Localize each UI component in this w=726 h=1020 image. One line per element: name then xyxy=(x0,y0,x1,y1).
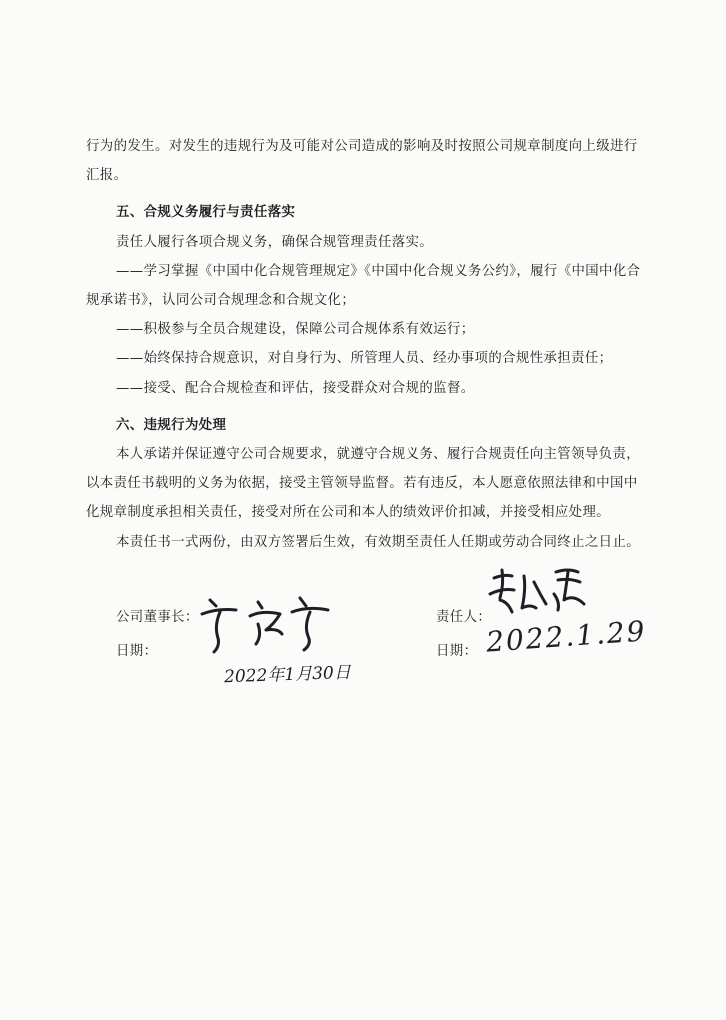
section-5-intro: 责任人履行各项合规义务，确保合规管理责任落实。 xyxy=(116,234,434,250)
chairman-date-label: 日期： xyxy=(116,644,158,659)
section-6-paragraph: 本人承诺并保证遵守公司合规要求，就遵守合规义务、履行合规责任向主管领导负责，以本责任书载明的义务为依据，接受主管领导监督。若有违反，本人愿意依照法律和中国中化规章制度承担相关责任，接受对所在公司和本人的绩效评价扣减，并接受相应处理。 xyxy=(86,447,641,521)
responsible-date-label: 日期： xyxy=(436,644,478,659)
responsible-label: 责任人： xyxy=(436,610,492,625)
chairman-label: 公司董事长： xyxy=(116,610,199,625)
section-6-heading: 六、违规行为处理 xyxy=(116,417,227,433)
section-5-item-1: ——学习掌握《中国中化合规管理规定》《中国中化合规义务公约》，履行《中国中化合规承诺书》，认同公司合规理念和合规文化； xyxy=(86,263,641,309)
section-5-item-4: ——接受、配合合规检查和评估，接受群众对合规的监督。 xyxy=(116,380,475,396)
chairman-date-handwritten: 2022年1月30日 xyxy=(223,662,352,688)
section-5-heading: 五、合规义务履行与责任落实 xyxy=(116,205,296,221)
document-body xyxy=(86,132,646,557)
responsible-signature xyxy=(484,564,594,624)
section-5-item-2: ——积极参与全员合规建设，保障公司合规体系有效运行； xyxy=(116,322,475,338)
section-5-item-3: ——始终保持合规意识，对自身行为、所管理人员、经办事项的合规性承担责任； xyxy=(116,351,613,367)
chairman-signature xyxy=(196,588,356,658)
continuation-paragraph: 行为的发生。对发生的违规行为及可能对公司造成的影响及时按照公司规章制度向上级进行汇报。 xyxy=(86,139,638,184)
closing-paragraph: 本责任书一式两份，由双方签署后生效，有效期至责任人任期或劳动合同终止之日止。 xyxy=(116,534,641,550)
responsible-date-handwritten: 2022.1.29 xyxy=(485,614,648,659)
